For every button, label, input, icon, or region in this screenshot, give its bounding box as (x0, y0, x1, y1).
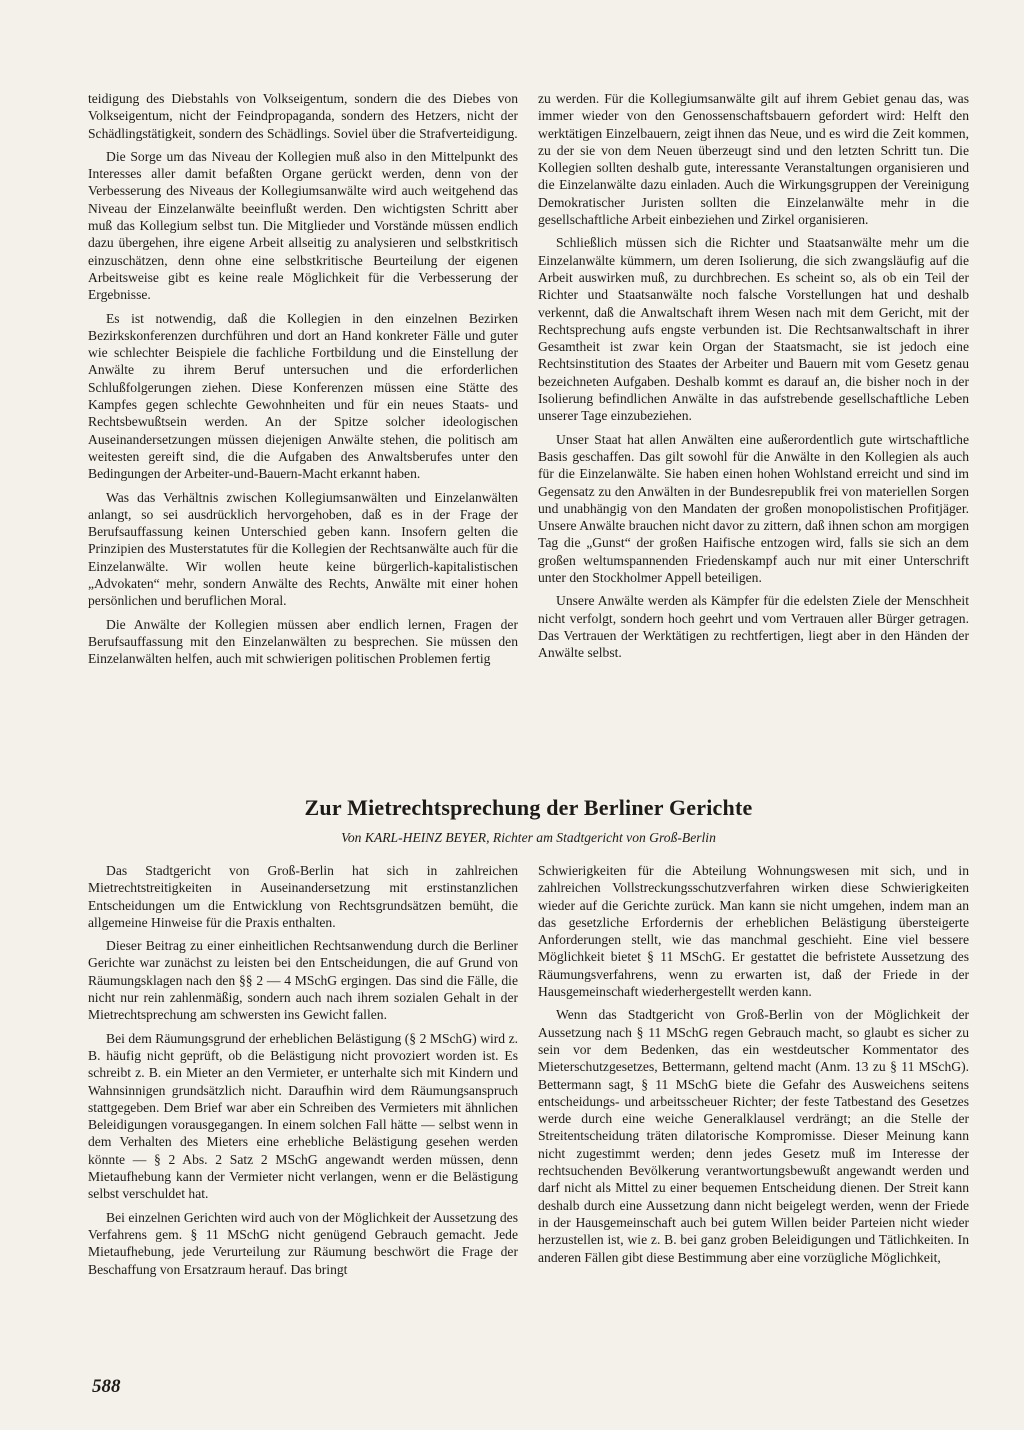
paragraph: Bei dem Räumungsgrund der erheblichen Belästigung (§ 2 MSchG) wird z. B. häufig nicht geprüft, ob die Belästigung nicht provoziert worden ist. Es schreibt z. B. ein Mieter an den Vermieter, er unterhalte sich mit Kindern und Wahnsinnigen grundsätzlich nicht. Daraufhin wird dem Räumungsanspruch stattgegeben. Dem Brief war aber ein Schreiben des Vermieters mit ähnlichen Beleidigungen vorausgegangen. In einem solchen Fall hätte — selbst wenn in dem Verhalten des Mieters eine erhebliche Belästigung gesehen werden könnte — § 2 Abs. 2 Satz 2 MSchG angewandt werden müssen, denn Mietaufhebung kann der Vermieter nicht verlangen, wenn er die Belästigung selbst verschuldet hat. (88, 1030, 518, 1202)
article1-right-column (538, 90, 969, 668)
article1-left-column (88, 90, 518, 674)
paragraph: Die Anwälte der Kollegien müssen aber endlich lernen, Fragen der Berufsauffassung mit den Einzelanwälten zu besprechen. Sie müssen den Einzelanwälten helfen, auch mit schwierigen politischen Problemen fertig (88, 616, 518, 667)
article-title: Zur Mietrechtsprechung der Berliner Gerichte (304, 795, 753, 820)
paragraph: Unser Staat hat allen Anwälten eine außerordentlich gute wirtschaftliche Basis geschaffen. Das gilt sowohl für die Anwälte in den Kollegien als auch für die Einzelanwälte. Sie haben einen hohen Wohlstand erreicht und sind im Gegensatz zu den Anwälten in der Bundesrepublik frei von materiellen Sorgen und unabhängig von den Mandaten der großen monopolistischen Profitjäger. Unsere Anwälte brauchen nicht davor zu zittern, daß ihnen schon am morgigen Tag die „Gunst“ der großen Haifische entzogen wird, falls sie sich an dem großen weltumspannenden Friedenskampf auch nur mit einer Unterschrift unter den Stockholmer Appell beteiligen. (538, 431, 969, 586)
article-byline: Von KARL-HEINZ BEYER, Richter am Stadtgericht von Groß-Berlin (341, 830, 716, 845)
article2-right-column (538, 862, 969, 1272)
paragraph: Dieser Beitrag zu einer einheitlichen Rechtsanwendung durch die Berliner Gerichte war zunächst zu leisten bei den Entscheidungen, die auf Grund von Räumungsklagen nach den §§ 2 — 4 MSchG ergingen. Das sind die Fälle, die nicht nur rein zahlenmäßig, sondern auch nach ihrem sozialen Gehalt in der Mietrechtsprechung am schwersten ins Gewicht fallen. (88, 938, 518, 1023)
paragraph: Die Sorge um das Niveau der Kollegien muß also in den Mittelpunkt des Interesses aller damit befaßten Organe gerückt werden, denn von der Verbesserung des Niveaus der Kollegiumsanwälte wird auch weitgehend das Niveau der Einzelanwälte beeinflußt werden. Den wichtigsten Schritt aber muß das Kollegium selbst tun. Die Mitglieder und Vorstände müssen endlich dazu übergehen, ihre eigene Arbeit allseitig zu analysieren und selbstkritisch einzuschätzen, denn ohne eine selbstkritische Beurteilung der eigenen Arbeitsweise gibt es keine reale Möglichkeit für die Verbesserung der Ergebnisse. (88, 148, 518, 303)
paragraph: zu werden. Für die Kollegiumsanwälte gilt auf ihrem Gebiet genau das, was immer wieder von den Genossenschaftsbauern gefordert wird: Helft den werktätigen Einzelbauern, zeigt ihnen das Neue, und es wird die Zeit kommen, zu der sie von dem Neuen überzeugt sind und den letzten Schritt tun. Die Kollegien sollten deshalb gute, interessante Veranstaltungen organisieren und die Einzelanwälte dazu einladen. Auch die Wirkungsgruppen der Vereinigung Demokratischer Juristen sollten die Einzelanwälte mehr in die gesellschaftliche Arbeit einbeziehen und Zirkel organisieren. (538, 91, 969, 228)
article2-left-column (88, 862, 518, 1284)
paragraph: teidigung des Diebstahls von Volkseigentum, sondern die des Diebes von Volkseigentum, nicht der Feindpropaganda, sondern des Hetzers, nicht der Schädlingstätigkeit, sondern des Schädlings. Soviel über die Strafverteidigung. (88, 91, 518, 141)
paragraph: Was das Verhältnis zwischen Kollegiumsanwälten und Einzelanwälten anlangt, so sei ausdrücklich hervorgehoben, daß es in der Frage der Berufsauffassung keinen Unterschied geben kann. Insofern gelten die Prinzipien des Musterstatutes für die Kollegien der Rechtsanwälte auch für die Einzelanwälte. Wir wollen heute keine bürgerlich-kapitalistischen „Advokaten“ mehr, sondern Anwälte des Rechts, Anwälte mit einer hohen persönlichen und beruflichen Moral. (88, 489, 518, 609)
paragraph: Es ist notwendig, daß die Kollegien in den einzelnen Bezirken Bezirkskonferenzen durchführen und dort an Hand konkreter Fälle und guter wie schlechter Beispiele die fachliche Fortbildung und die Einstellung der Anwälte zu ihrem Beruf untersuchen und die erforderlichen Schlußfolgerungen ziehen. Diese Konferenzen müssen eine Stätte des Kampfes gegen schlechte Gewohnheiten und für ein neues Staats- und Rechtsbewußtsein werden. An der Spitze solcher ideologischen Auseinandersetzungen müssen diejenigen Anwälte stehen, die politisch am weitesten gereift sind, die die Aufgaben des Anwaltsberufes unter den Bedingungen der Arbeiter-und-Bauern-Macht erkannt haben. (88, 310, 518, 482)
page-number: 588 (92, 1376, 121, 1397)
paragraph: Schließlich müssen sich die Richter und Staatsanwälte mehr um die Einzelanwälte kümmern, um deren Isolierung, die sich zwangsläufig auf die Arbeit auswirken muß, zu durchbrechen. Es scheint so, als ob ein Teil der Richter und Staatsanwälte noch falsche Vorstellungen hat und deshalb verkennt, daß die Anwaltschaft ihrem Wesen nach mit dem Gericht, mit der Rechtsprechung aufs engste verbunden ist. Die Rechtsanwaltschaft in ihrer Gesamtheit ist zwar kein Organ der Staatsmacht, sie ist jedoch eine Rechtsinstitution des Staates der Arbeiter und Bauern mit vom Gesetz genau bezeichneten Aufgaben. Deshalb kommt es darauf an, die bisher noch in der Isolierung befindlichen Anwälte in das aufstrebende gesellschaftliche Leben unserer Tage einzubeziehen. (538, 235, 969, 424)
paragraph: Bei einzelnen Gerichten wird auch von der Möglichkeit der Aussetzung des Verfahrens gem. § 11 MSchG nicht genügend Gebrauch gemacht. Jede Mietaufhebung, jede Verurteilung zur Räumung beschwört die Frage der Beschaffung von Ersatzraum herauf. Das bringt (88, 1209, 518, 1277)
paragraph: Schwierigkeiten für die Abteilung Wohnungswesen mit sich, und in zahlreichen Vollstreckungsschutzverfahren wirken diese Schwierigkeiten wieder auf die Gerichte zurück. Man kann sie nicht umgehen, indem man an das gesetzliche Erfordernis der erheblichen Belästigung übersteigerte Anforderungen stellt, wie das manchmal geschieht. Eine viel bessere Möglichkeit bietet § 11 MSchG. Er gestattet die befristete Aussetzung des Räumungsverfahrens, wenn zu erwarten ist, daß der Friede in der Hausgemeinschaft wiederhergestellt werden kann. (538, 863, 969, 1000)
paragraph: Wenn das Stadtgericht von Groß-Berlin von der Möglichkeit der Aussetzung nach § 11 MSchG regen Gebrauch macht, so glaubt es sicher zu sein vor dem Bedenken, das ein westdeutscher Kommentator des Mieterschutzgesetzes, Bettermann, geltend macht (Anm. 13 zu § 11 MSchG). Bettermann sagt, § 11 MSchG biete die Gefahr des Ausweichens seitens entscheidungs- und arbeitsscheuer Richter; der feste Tatbestand des Gesetzes werde durch eine weiche Generalklausel verdrängt; an die Stelle der Streitentscheidung träten dilatorische Kompromisse. Dieser Meinung kann nicht zugestimmt werden; denn jedes Gesetz muß im Interesse der rechtsuchenden Bevölkerung verantwortungsbewußt angewandt werden und darf nicht als Mittel zu einer bequemen Entscheidung dienen. Der Streit kann deshalb durch eine Aussetzung dann nicht beigelegt werden, wenn der Friede in der Hausgemeinschaft auch bei gutem Willen beider Parteien nicht wieder herzustellen ist, wie z. B. bei ganz groben Beleidigungen und Tätlichkeiten. In anderen Fällen gibt diese Bestimmung aber eine vorzügliche Möglichkeit, (538, 1007, 969, 1265)
paragraph: Das Stadtgericht von Groß-Berlin hat sich in zahlreichen Mietrechtstreitigkeiten in Auseinandersetzung mit erstinstanzlichen Entscheidungen um die Entwicklung von Rechtsgrundsätzen bemüht, die allgemeine Hinweise für die Praxis enthalten. (88, 863, 518, 930)
paragraph: Unsere Anwälte werden als Kämpfer für die edelsten Ziele der Menschheit nicht verfolgt, sondern hoch geehrt und vom Vertrauen aller Bürger getragen. Das Vertrauen der Werktätigen zu rechtfertigen, liegt aber in den Händen der Anwälte selbst. (538, 593, 969, 661)
